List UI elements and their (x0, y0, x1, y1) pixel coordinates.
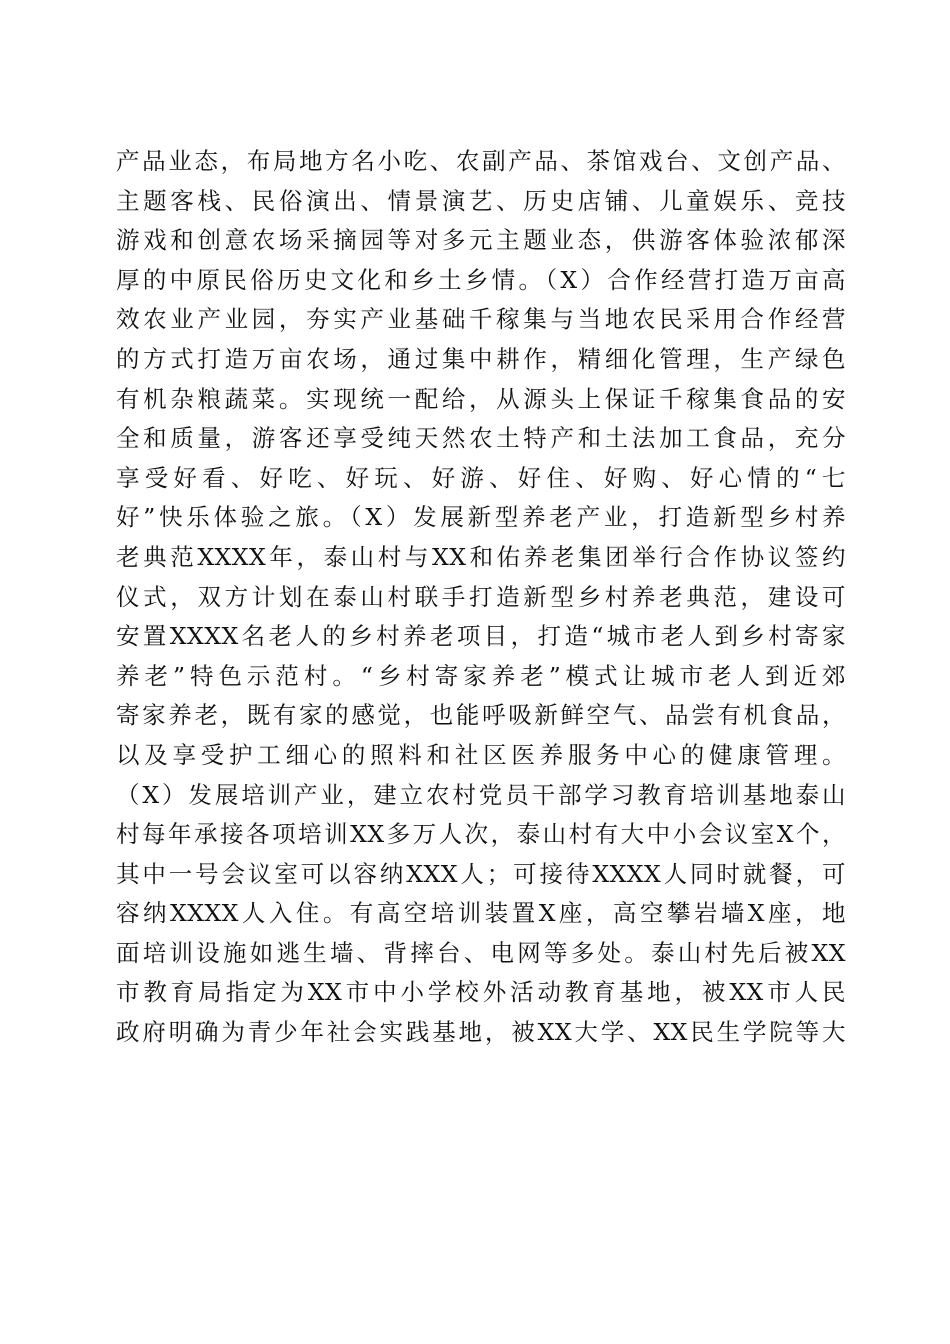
text-line-12: 仪式，双方计划在泰山村联手打造新型乡村养老典范，建设可 (116, 582, 846, 611)
text-line-17: （X）发展培训产业，建立农村党员干部学习教育培训基地泰山 (116, 780, 846, 809)
text-line-18: 村每年承接各项培训XX多万人次，泰山村有大中小会议室X个， (116, 820, 846, 849)
text-line-14: 养老”特色示范村。“乡村寄家养老”模式让城市老人到近郊 (116, 661, 846, 690)
text-line-1: 产品业态，布局地方名小吃、农副产品、茶馆戏台、文创产品、 (116, 147, 846, 175)
text-line-13: 安置XXXX名老人的乡村养老项目，打造“城市老人到乡村寄家 (116, 622, 846, 651)
text-line-20: 容纳XXXX人入住。有高空培训装置X座，高空攀岩墙X座，地 (116, 899, 846, 928)
text-line-21: 面培训设施如逃生墙、背摔台、电网等多处。泰山村先后被XX (116, 938, 846, 967)
text-line-22: 市教育局指定为XX市中小学校外活动教育基地，被XX市人民 (116, 978, 846, 1007)
text-line-19: 其中一号会议室可以容纳XXX人；可接待XXXX人同时就餐，可 (116, 859, 846, 888)
text-line-23: 政府明确为青少年社会实践基地，被XX大学、XX民生学院等大 (116, 1018, 846, 1047)
text-line-3: 游戏和创意农场采摘园等对多元主题业态，供游客体验浓郁深 (116, 226, 846, 255)
text-line-7: 有机杂粮蔬菜。实现统一配给，从源头上保证千稼集食品的安 (116, 384, 846, 413)
text-line-6: 的方式打造万亩农场，通过集中耕作，精细化管理，生产绿色 (116, 344, 846, 373)
text-line-9: 享受好看、好吃、好玩、好游、好住、好购、好心情的“七 (116, 463, 846, 492)
body-paragraph (116, 142, 846, 1053)
text-line-4: 厚的中原民俗历史文化和乡土乡情。（X）合作经营打造万亩高 (116, 265, 846, 294)
text-line-10: 好”快乐体验之旅。（X）发展新型养老产业，打造新型乡村养 (116, 503, 846, 532)
text-line-8: 全和质量，游客还享受纯天然农土特产和土法加工食品，充分 (116, 424, 846, 453)
text-line-5: 效农业产业园，夯实产业基础千稼集与当地农民采用合作经营 (116, 305, 846, 334)
text-line-2: 主题客栈、民俗演出、情景演艺、历史店铺、儿童娱乐、竞技 (116, 186, 846, 215)
text-line-11: 老典范XXXX年，泰山村与XX和佑养老集团举行合作协议签约 (116, 542, 846, 571)
text-line-16: 以及享受护工细心的照料和社区医养服务中心的健康管理。 (116, 740, 846, 769)
text-line-15: 寄家养老，既有家的感觉，也能呼吸新鲜空气、品尝有机食品， (116, 701, 846, 730)
